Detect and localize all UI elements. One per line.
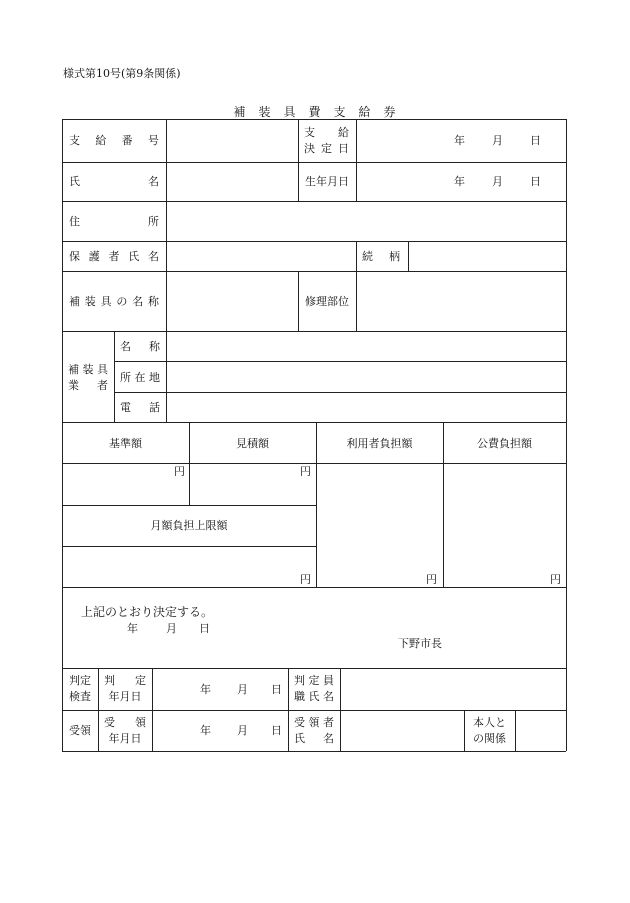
label-char: 称 — [147, 295, 159, 308]
label-char: 定 — [135, 674, 146, 687]
yen-unit: 円 — [426, 573, 437, 586]
label-char: 日 — [338, 142, 349, 155]
label-shozaichi — [120, 371, 160, 384]
form-number: 様式第10号(第9条関係) — [63, 67, 181, 80]
label-char: 番 — [121, 134, 133, 147]
riyosha-futan-field[interactable] — [317, 464, 442, 586]
label-char: 氏 — [69, 175, 80, 188]
label-hosogu-gyosha — [68, 363, 108, 376]
label-char: 決 — [304, 142, 315, 155]
yen-unit: 円 — [174, 465, 185, 478]
label-char: 補 — [68, 363, 79, 376]
label-hantei: 判定 — [69, 674, 91, 687]
label-char: 名 — [323, 732, 334, 745]
label-char: 装 — [82, 363, 94, 376]
label-char: 補 — [69, 295, 80, 308]
title-char: 券 — [383, 105, 397, 119]
label-char: 在 — [134, 371, 146, 384]
label-char: 名 — [148, 175, 159, 188]
label-char: 話 — [149, 401, 160, 414]
title-char: 給 — [358, 105, 372, 119]
label-char: 領 — [135, 716, 146, 729]
label-char: 員 — [323, 674, 334, 687]
label-char: 領 — [308, 716, 320, 729]
header-kohi-futan: 公費負担額 — [477, 437, 532, 450]
label-gyosha-meisho — [120, 340, 160, 353]
label-juryosha-shimei — [294, 732, 334, 745]
header-riyosha-futan: 利用者負担額 — [346, 437, 413, 450]
label-char: 氏 — [294, 732, 305, 745]
label-char: 者 — [108, 250, 120, 263]
rule — [62, 710, 566, 711]
label-shimei — [69, 175, 159, 188]
label-char: 職 — [294, 690, 305, 703]
border-right — [566, 119, 567, 751]
label-shikyu-bango — [69, 134, 159, 147]
label-char: 給 — [338, 126, 349, 139]
rule — [298, 119, 299, 201]
mitsumorigaku-field[interactable] — [190, 464, 315, 504]
decision-month-label: 月 — [166, 622, 177, 635]
label-char: 支 — [304, 126, 315, 139]
decision-day-label: 日 — [199, 622, 210, 635]
shozaichi-field[interactable] — [167, 362, 565, 391]
juryosha-field[interactable] — [341, 711, 463, 750]
label-char: の — [116, 295, 128, 308]
date-day-label: 日 — [271, 724, 282, 737]
label-juryo-date — [104, 716, 146, 729]
rule — [114, 331, 115, 422]
decision-text: 上記のとおり決定する。 — [81, 605, 214, 619]
label-char: 地 — [149, 371, 160, 384]
label-nengappi: 年月日 — [108, 690, 142, 703]
label-char: 名 — [148, 250, 159, 263]
hosogu-name-field[interactable] — [167, 272, 297, 330]
title-char: 具 — [283, 105, 297, 119]
label-char: 定 — [321, 142, 332, 155]
label-hanteiin — [294, 674, 334, 687]
label-char: 続 — [362, 250, 373, 263]
label-char: 氏 — [128, 250, 140, 263]
label-char: 所 — [120, 371, 131, 384]
label-char: 具 — [97, 363, 108, 376]
label-char: 給 — [95, 134, 107, 147]
label-hogosha-shimei — [69, 250, 159, 263]
label-honnin-to: 本人と — [473, 716, 506, 729]
label-char: 支 — [69, 134, 80, 147]
label-char: 受 — [294, 716, 305, 729]
yen-unit: 円 — [300, 465, 311, 478]
zokugara-field[interactable] — [409, 242, 565, 270]
title-char: 補 — [233, 105, 247, 119]
yen-unit: 円 — [300, 573, 311, 586]
hantei-date-field[interactable] — [153, 669, 287, 709]
label-juryo: 受領 — [69, 724, 91, 737]
label-nengappi: 年月日 — [108, 732, 142, 745]
label-shoku-shimei — [294, 690, 334, 703]
label-char: 氏 — [308, 690, 320, 703]
kijungaku-field[interactable] — [63, 464, 188, 504]
label-char: 者 — [97, 379, 108, 392]
denwa-field[interactable] — [167, 393, 565, 421]
hanteiin-field[interactable] — [341, 669, 565, 709]
date-month-label: 月 — [492, 134, 503, 147]
label-shuri-bui: 修理部位 — [305, 295, 349, 308]
label-char: 称 — [149, 340, 160, 353]
label-char: 号 — [147, 134, 159, 147]
date-day-label: 日 — [530, 175, 541, 188]
date-year-label: 年 — [200, 724, 211, 737]
date-day-label: 日 — [530, 134, 541, 147]
label-denwa — [120, 401, 160, 414]
title-char: 費 — [308, 105, 322, 119]
label-hosogu-meisho — [69, 295, 159, 308]
label-getsugaku-jogen: 月額負担上限額 — [150, 519, 228, 532]
date-month-label: 月 — [237, 683, 248, 696]
relation-field[interactable] — [516, 711, 565, 750]
shikyu-bango-field[interactable] — [167, 120, 297, 161]
yen-unit: 円 — [550, 573, 561, 586]
rule — [62, 422, 566, 423]
label-shikyu-kettei — [304, 126, 349, 139]
label-char: 判 — [104, 674, 115, 687]
label-char: 住 — [69, 215, 80, 228]
header-mitsumorigaku: 見積額 — [236, 437, 269, 450]
label-char: 名 — [120, 340, 131, 353]
border-left — [62, 119, 63, 751]
label-juryosha — [294, 716, 334, 729]
label-char: 判 — [294, 674, 305, 687]
label-gyosha — [68, 379, 108, 392]
label-char: 所 — [148, 215, 159, 228]
label-char: 柄 — [389, 250, 400, 263]
rule — [288, 668, 289, 751]
date-day-label: 日 — [271, 683, 282, 696]
label-char: 保 — [69, 250, 80, 263]
form-title — [0, 103, 630, 120]
hogosha-field[interactable] — [167, 242, 355, 270]
jusho-field[interactable] — [167, 202, 565, 240]
header-kijungaku: 基準額 — [109, 437, 142, 450]
label-char: 護 — [88, 250, 100, 263]
juryo-date-field[interactable] — [153, 711, 287, 750]
label-char: 者 — [323, 716, 334, 729]
date-year-label: 年 — [454, 134, 465, 147]
title-char: 装 — [258, 105, 272, 119]
label-seinengappi: 生年月日 — [305, 175, 349, 188]
label-char: 装 — [84, 295, 96, 308]
label-zokugara — [362, 250, 400, 263]
rule — [62, 587, 566, 588]
label-char: 定 — [308, 674, 320, 687]
label-char: 業 — [68, 379, 79, 392]
date-month-label: 月 — [492, 175, 503, 188]
label-kensa: 検査 — [69, 690, 91, 703]
date-month-label: 月 — [237, 724, 248, 737]
label-char: 名 — [132, 295, 144, 308]
label-jusho — [69, 215, 159, 228]
rule — [62, 505, 316, 506]
rule — [356, 241, 357, 271]
label-no-kankei: の関係 — [473, 732, 506, 745]
label-char: 受 — [104, 716, 115, 729]
label-char: 電 — [120, 401, 131, 414]
label-char: 名 — [323, 690, 334, 703]
voucher-form-table — [62, 119, 566, 751]
mayor-signature: 下野市長 — [398, 637, 442, 650]
kohi-futan-field[interactable] — [444, 464, 565, 586]
shuri-bui-field[interactable] — [357, 272, 565, 330]
gyosha-meisho-field[interactable] — [167, 332, 565, 360]
date-year-label: 年 — [200, 683, 211, 696]
label-hantei-date — [104, 674, 146, 687]
getsugaku-jogen-field[interactable] — [63, 547, 315, 586]
label-char: 具 — [100, 295, 112, 308]
label-kettei-bi — [304, 142, 349, 155]
date-year-label: 年 — [454, 175, 465, 188]
shimei-field[interactable] — [167, 163, 297, 200]
title-char: 支 — [333, 105, 347, 119]
decision-year-label: 年 — [127, 622, 138, 635]
border-bottom — [62, 751, 566, 752]
